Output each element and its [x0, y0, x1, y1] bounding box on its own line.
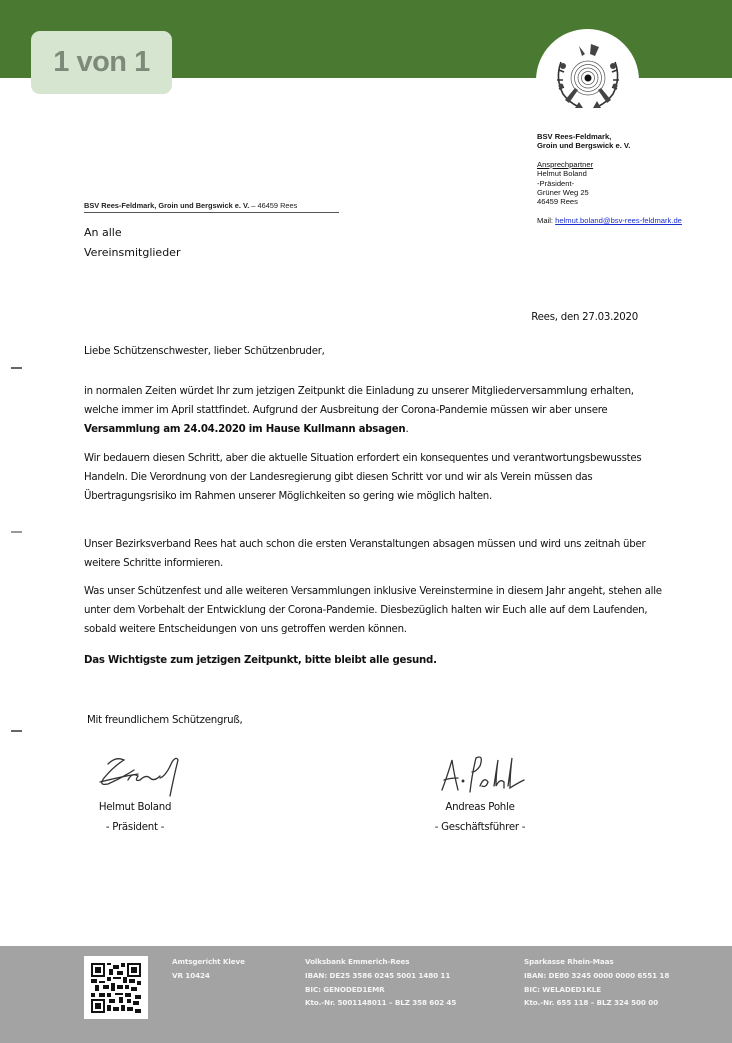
sender-org-line2: Groin und Bergswick e. V. [537, 141, 631, 151]
footer-bank-volksbank [305, 955, 456, 1010]
contact-name: Helmut Boland [537, 169, 587, 179]
shooting-club-emblem-icon [551, 42, 625, 114]
signature-boland-icon [94, 752, 189, 798]
footer-court [172, 955, 245, 983]
sender-street: Grüner Weg 25 [537, 188, 589, 198]
page-indicator: 1 von 1 [31, 31, 172, 94]
paragraph-1-text: in normalen Zeiten würdet Ihr zum jetzigen Zeitpunkt die Einladung zu unserer Mitgliederversammlung erhalten, welche immer im April stattfindet. Aufgrund der Ausbreitung der Corona-Pandemie müssen wir aber unsere [84, 386, 634, 417]
hole-punch-mark [11, 531, 22, 533]
bank1-name: Volksbank Emmerich-Rees [305, 957, 410, 966]
bank1-bic: BIC: GENODED1EMR [305, 984, 385, 994]
contact-label: Ansprechpartner [537, 159, 594, 169]
mail-line [537, 216, 682, 225]
mail-link[interactable]: helmut.boland@bsv-rees-feldmark.de [555, 215, 682, 225]
sender-city: 46459 Rees [537, 197, 578, 207]
recipient-line2: Vereinsmitglieder [84, 246, 181, 259]
bank1-account: Kto.-Nr. 5001148011 – BLZ 358 602 45 [305, 998, 457, 1008]
court-register: VR 10424 [172, 970, 210, 980]
closing-line: Mit freundlichem Schützengruß, [87, 715, 243, 726]
recipient-line1: An alle [84, 226, 122, 239]
sender-org-line1: BSV Rees-Feldmark, [537, 132, 612, 141]
signatory-2-role: - Geschäftsführer - [434, 822, 526, 833]
court-name: Amtsgericht Kleve [172, 957, 245, 966]
paragraph-1-emphasis: Versammlung am 24.04.2020 im Hause Kullmann absagen [84, 424, 406, 436]
recipient-block [84, 223, 180, 263]
return-address-line [84, 201, 339, 213]
paragraph-2: Wir bedauern diesen Schritt, aber die aktuelle Situation erfordert ein konsequentes und verantwortungsbewusstes Handeln. Die Verordnung von der Landesregierung gibt diesen Schritt vor und wir als Verein müssen das Übertragungsrisiko im Rahmen unserer Möglichkeiten so gering wie möglich halten. [84, 453, 642, 503]
signatory-2 [420, 798, 540, 838]
mail-label: Mail: [537, 215, 556, 225]
return-city: – 46459 Rees [249, 201, 298, 210]
bank2-iban: IBAN: DE80 3245 0000 0000 6551 18 [524, 970, 670, 980]
qr-code[interactable] [84, 956, 148, 1019]
contact-role: -Präsident- [537, 178, 575, 188]
bank1-iban: IBAN: DE25 3586 0245 5001 1480 11 [305, 970, 451, 980]
bank2-name: Sparkasse Rhein-Maas [524, 957, 614, 966]
paragraph-3: Unser Bezirksverband Rees hat auch schon die ersten Veranstaltungen absagen müssen und wird uns zeitnah über weitere Schritte informieren. [84, 539, 646, 570]
date-line: Rees, den 27.03.2020 [531, 312, 638, 323]
bank2-bic: BIC: WELADED1KLE [524, 984, 602, 994]
paragraph-1-end: . [405, 424, 409, 436]
fold-mark-top [11, 367, 22, 369]
signatory-1-name: Helmut Boland [98, 802, 172, 813]
footer-bank-sparkasse [524, 955, 669, 1010]
signatory-2-name: Andreas Pohle [445, 802, 515, 813]
signature-pohle-icon [436, 750, 546, 796]
paragraph-1 [84, 382, 664, 440]
signatory-1 [85, 798, 185, 838]
fold-mark-bottom [11, 730, 22, 732]
qr-code-icon [91, 963, 141, 1013]
paragraph-4: Was unser Schützenfest und alle weiteren Versammlungen inklusive Vereinstermine in diesem Jahr angeht, stehen alle unter dem Vorbehalt der Entwicklung der Corona-Pandemie. Diesbezüglich halten wir Euch alle auf dem Laufenden, sobald weitere Entscheidungen von uns getroffen werden können. [84, 586, 662, 636]
paragraph-5: Das Wichtigste zum jetzigen Zeitpunkt, bitte bleibt alle gesund. [84, 655, 437, 666]
return-org: BSV Rees-Feldmark, Groin und Bergswick e. V. [84, 201, 250, 210]
signatory-1-role: - Präsident - [105, 822, 165, 833]
bank2-account: Kto.-Nr. 655 118 – BLZ 324 500 00 [524, 998, 659, 1008]
salutation: Liebe Schützenschwester, lieber Schützenbruder, [84, 346, 325, 357]
sender-address-block [537, 132, 682, 225]
